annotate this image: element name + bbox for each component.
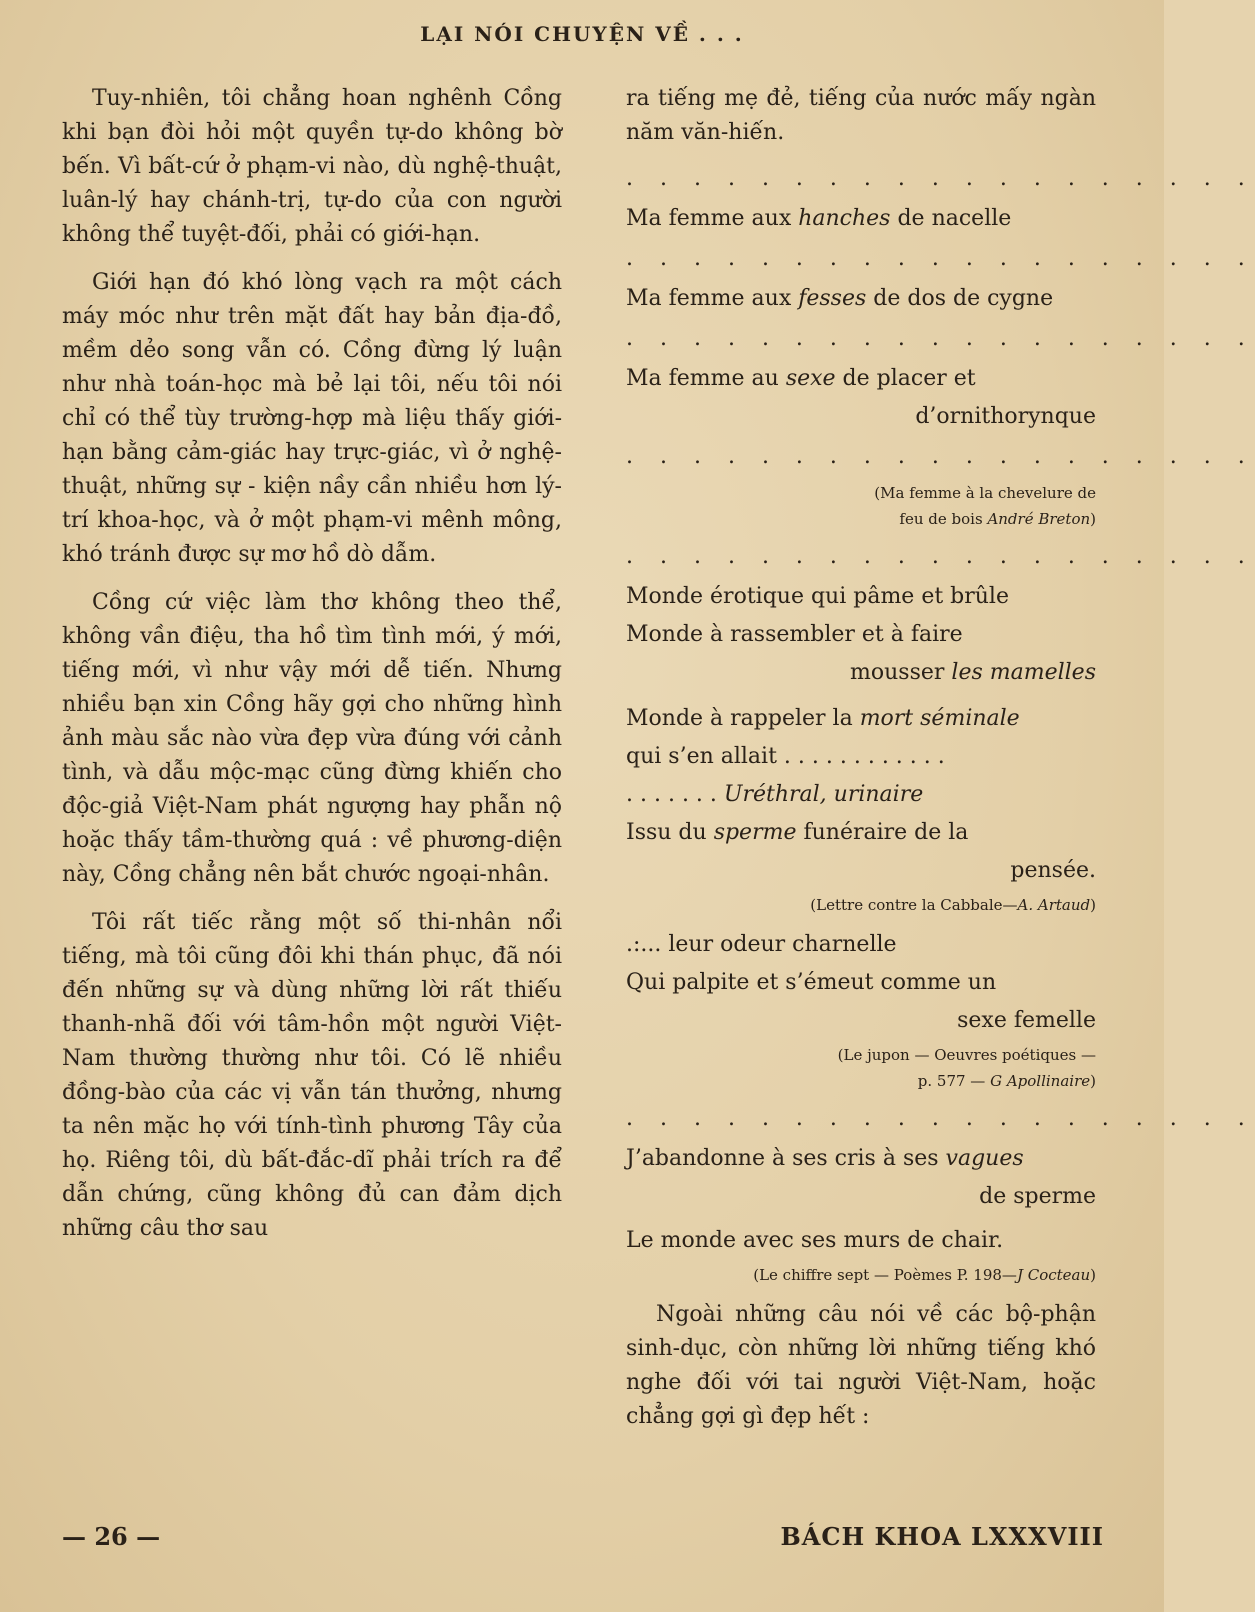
poem-line: qui s’en allait . . . . . . . . . . . . <box>626 744 945 769</box>
citation-line <box>626 1068 1096 1094</box>
poem-line: Le monde avec ses murs de chair. <box>626 1228 1004 1253</box>
citation-text: (Ma femme à la chevelure de <box>874 484 1096 502</box>
poem-line: Monde à rassembler et à faire <box>626 622 963 647</box>
poem-line: .:... leur odeur charnelle <box>626 932 897 957</box>
poem-line <box>626 702 1096 736</box>
journal-name: BÁCH KHOA LXXXVIII <box>780 1522 1104 1551</box>
paragraph: Tuy-nhiên, tôi chẳng hoan nghênh Cồng khi bạn đòi hỏi một quyền tự-do không bờ bến. Vì bất-cứ ở phạm-vi nào, dù nghệ-thuật, luân-lý hay chánh-trị, tự-do của con người không thể tuyệt-đối, phải có giới-hạn. <box>62 86 562 247</box>
ellipsis-row: . . . . . . . . . . . . . . . . . . . <box>626 166 1255 191</box>
running-head: LẠI NÓI CHUYỆN VỀ . . . <box>420 22 744 46</box>
citation-author: A. Artaud <box>1017 896 1091 914</box>
poem-text: Issu du <box>626 820 714 845</box>
citation-text: (Le chiffre sept — Poèmes P. 198— <box>753 1266 1017 1284</box>
poem-text: Ma femme au <box>626 366 786 391</box>
citation-text: ) <box>1090 510 1096 528</box>
poem-text: de nacelle <box>890 206 1012 231</box>
paragraph: Cồng cứ việc làm thơ không theo thể, không vần điệu, tha hồ tìm tình mới, ý mới, tiếng mới, vì như vậy mới dễ tiến. Nhưng nhiều bạn xin Cồng hãy gợi cho những hình ảnh màu sắc nào vừa đẹp vừa đúng với cảnh tình, và dẫu mộc-mạc cũng đừng khiến cho độc-giả Việt-Nam phát ngượng hay phẫn nộ hoặc thấy tầm-thường quá : về phương-diện này, Cồng chẳng nên bắt chước ngoại-nhân. <box>62 590 562 887</box>
paragraph: Giới hạn đó khó lòng vạch ra một cách máy móc như trên mặt đất hay bản địa-đồ, mềm dẻo song vẫn có. Cồng đừng lý luận như nhà toán-học mà bẻ lại tôi, nếu tôi nói chỉ có thể tùy trường-hợp mà liệu thấy giới-hạn bằng cảm-giác hay trực-giác, vì ở nghệ-thuật, những sự - kiện nầy cần nhiều hơn lý-trí khoa-học, và ở một phạm-vi mênh mông, khó tránh được sự mơ hồ dò dẫm. <box>62 270 562 567</box>
poem-line: Monde érotique qui pâme et brûle <box>626 584 1009 609</box>
citation-line <box>626 506 1096 532</box>
poem-italic: hanches <box>798 206 891 231</box>
poem-text: de dos de cygne <box>866 286 1054 311</box>
poem-line <box>626 1142 1096 1176</box>
page-number: — 26 — <box>62 1522 161 1551</box>
citation-author: J Cocteau <box>1016 1266 1091 1284</box>
ellipsis-row: . . . . . . . . . . . . . . . . . . . <box>626 246 1255 271</box>
poem-italic: fesses <box>798 286 867 311</box>
poem-italic: mort séminale <box>859 706 1020 731</box>
source-citation <box>626 892 1096 918</box>
citation-text: feu de bois <box>899 510 988 528</box>
source-citation <box>626 480 1096 532</box>
poem-text: Ma femme aux <box>626 286 799 311</box>
closing-paragraph: Ngoài những câu nói về các bộ-phận sinh-dục, còn những lời những tiếng khó nghe đối với tai người Việt-Nam, hoặc chẳng gợi gì đẹp hết : <box>626 1302 1096 1429</box>
left-column <box>62 82 562 1260</box>
citation-author: G Apollinaire <box>990 1072 1091 1090</box>
poem-text: funéraire de la <box>796 820 969 845</box>
citation-text: (Lettre contre la Cabbale— <box>810 896 1018 914</box>
poem-text: Monde à rappeler la <box>626 706 860 731</box>
poem-text: J’abandonne à ses cris à ses <box>626 1146 946 1171</box>
poem-italic: sperme <box>713 820 797 845</box>
ellipsis-row: . . . . . . . . . . . . . . . . . . . <box>626 444 1255 469</box>
ellipsis-row: . . . . . . . . . . . . . . . . . . . <box>626 326 1255 351</box>
poem-line <box>626 656 1096 690</box>
paragraph: Tôi rất tiếc rằng một số thi-nhân nổi tiếng, mà tôi cũng đôi khi thán phục, đã nói đến những sự và dùng những lời rất thiếu thanh-nhã đối với tâm-hồn một người Việt-Nam thường thường như tôi. Có lẽ nhiều đồng-bào của các vị vẫn tán thưởng, nhưng ta nên mặc họ với tính-tình phương Tây của họ. Riêng tôi, dù bất-đắc-dĩ phải trích ra để dẫn chứng, cũng không đủ can đảm dịch những câu thơ sau <box>62 910 562 1241</box>
citation-text: ) <box>1090 1266 1096 1284</box>
poem-line <box>626 778 1096 812</box>
poem-italic: vagues <box>945 1146 1024 1171</box>
poem-line: pensée. <box>1010 858 1096 883</box>
continuation-text: ra tiếng mẹ đẻ, tiếng của nước mấy ngàn năm văn-hiến. <box>626 86 1096 145</box>
citation-author: André Breton <box>987 510 1091 528</box>
poem-text: Ma femme aux <box>626 206 799 231</box>
poem-line <box>626 816 1096 850</box>
poem-italic: les mamelles <box>951 660 1096 685</box>
ellipsis-row: . . . . . . . . . . . . . . . . . . . <box>626 544 1255 569</box>
poem-line <box>626 202 1096 236</box>
citation-text: ) <box>1090 1072 1096 1090</box>
poem-line: de sperme <box>979 1184 1096 1209</box>
citation-text: p. 577 — <box>917 1072 991 1090</box>
right-column <box>626 82 1255 1448</box>
poem-italic: Uréthral, urinaire <box>723 782 924 807</box>
source-citation <box>626 1042 1096 1094</box>
poem-line <box>626 362 1096 396</box>
poem-text: de placer et <box>835 366 976 391</box>
poem-line: d’ornithorynque <box>915 404 1096 429</box>
poem-italic: sexe <box>785 366 836 391</box>
poem-text: . . . . . . . <box>626 782 724 807</box>
ellipsis-row: . . . . . . . . . . . . . . . . . . . <box>626 1106 1255 1131</box>
poem-line: sexe femelle <box>957 1008 1096 1033</box>
citation-text: (Le jupon — Oeuvres poétiques — <box>837 1046 1096 1064</box>
citation-text: ) <box>1090 896 1096 914</box>
poem-line <box>626 282 1096 316</box>
poem-line: Qui palpite et s’émeut comme un <box>626 970 997 995</box>
poem-text: mousser <box>850 660 952 685</box>
source-citation <box>626 1262 1096 1288</box>
